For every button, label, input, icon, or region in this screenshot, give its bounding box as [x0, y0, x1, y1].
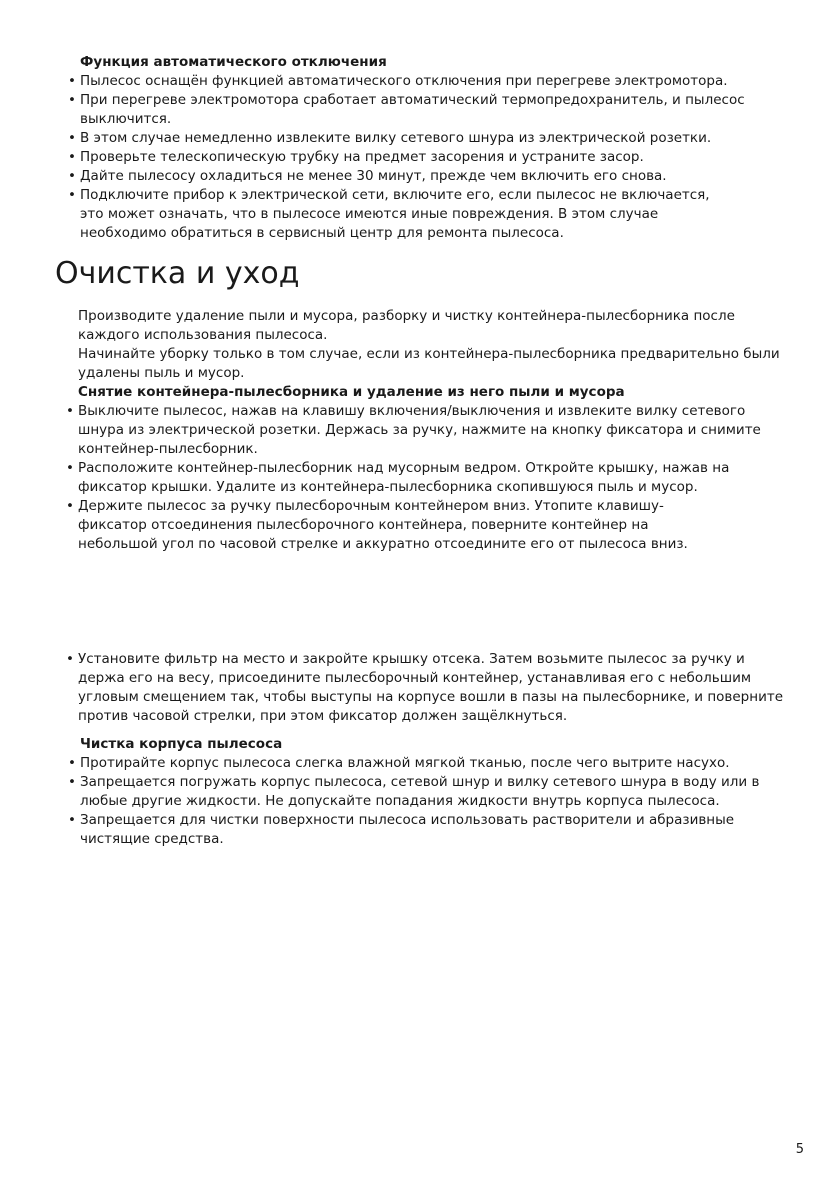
- section-title: Очистка и уход: [55, 256, 300, 291]
- container-heading: Снятие контейнера-пылесборника и удаление из него пыли и мусора: [78, 384, 625, 400]
- list-item: • Дайте пылесосу охладиться не менее 30 минут, прежде чем включить его снова.: [68, 168, 667, 184]
- list-item: • Пылесос оснащён функцией автоматического отключения при перегреве электромотора.: [68, 73, 728, 89]
- list-item: • Держите пылесос за ручку пылесборочным контейнером вниз. Утопите клавишу-фиксатор отсоединения пылесборочного контейнера, поверните контейнер на небольшой угол по часовой стрелке и аккуратно отсоедините его от пылесоса вниз.: [66, 498, 688, 552]
- install-list: [66, 650, 786, 726]
- body-clean-section: [68, 735, 788, 849]
- care-section: [66, 307, 786, 554]
- list-item: • Запрещается для чистки поверхности пылесоса использовать растворители и абразивные чистящие средства.: [68, 812, 735, 847]
- autooff-section: [68, 53, 788, 243]
- page-number: 5: [795, 1142, 804, 1157]
- list-item: • Выключите пылесос, нажав на клавишу включения/выключения и извлеките вилку сетевого шнура из электрической розетки. Держась за ручку, нажмите на кнопку фиксатора и снимите контейнер-пылесборник.: [66, 403, 761, 457]
- list-item: • В этом случае немедленно извлеките вилку сетевого шнура из электрической розетки.: [68, 130, 712, 146]
- body-clean-list: [68, 754, 788, 849]
- list-item: • При перегреве электромотора сработает автоматический термопредохранитель, и пылесос выключится.: [68, 92, 745, 127]
- body-clean-heading: Чистка корпуса пылесоса: [80, 736, 283, 752]
- care-intro-1: Производите удаление пыли и мусора, разборку и чистку контейнера-пылесборника после каждого использования пылесоса.: [78, 308, 735, 343]
- container-list: [66, 402, 786, 554]
- autooff-heading: Функция автоматического отключения: [80, 54, 387, 70]
- list-item: • Протирайте корпус пылесоса слегка влажной мягкой тканью, после чего вытрите насухо.: [68, 755, 730, 771]
- list-item: • Запрещается погружать корпус пылесоса, сетевой шнур и вилку сетевого шнура в воду или в любые другие жидкости. Не допускайте попадания жидкости внутрь корпуса пылесоса.: [68, 774, 760, 809]
- care-intro-2: Начинайте уборку только в том случае, если из контейнера-пылесборника предварительно были удалены пыль и мусор.: [78, 346, 780, 381]
- list-item: • Подключите прибор к электрической сети, включите его, если пылесос не включается, это может означать, что в пылесосе имеются иные повреждения. В этом случае необходимо обратиться в сервисный центр для ремонта пылесоса.: [68, 187, 710, 241]
- list-item: • Проверьте телескопическую трубку на предмет засорения и устраните засор.: [68, 149, 644, 165]
- install-section: [66, 650, 786, 726]
- autooff-list: [68, 72, 788, 243]
- list-item: • Расположите контейнер-пылесборник над мусорным ведром. Откройте крышку, нажав на фиксатор крышки. Удалите из контейнера-пылесборника скопившуюся пыль и мусор.: [66, 460, 730, 495]
- list-item: • Установите фильтр на место и закройте крышку отсека. Затем возьмите пылесос за ручку и держа его на весу, присоедините пылесборочный контейнер, устанавливая его с небольшим угловым смещением так, чтобы выступы на корпусе вошли в пазы на пылесборнике, и поверните против часовой стрелки, при этом фиксатор должен защёлкнуться.: [66, 651, 784, 724]
